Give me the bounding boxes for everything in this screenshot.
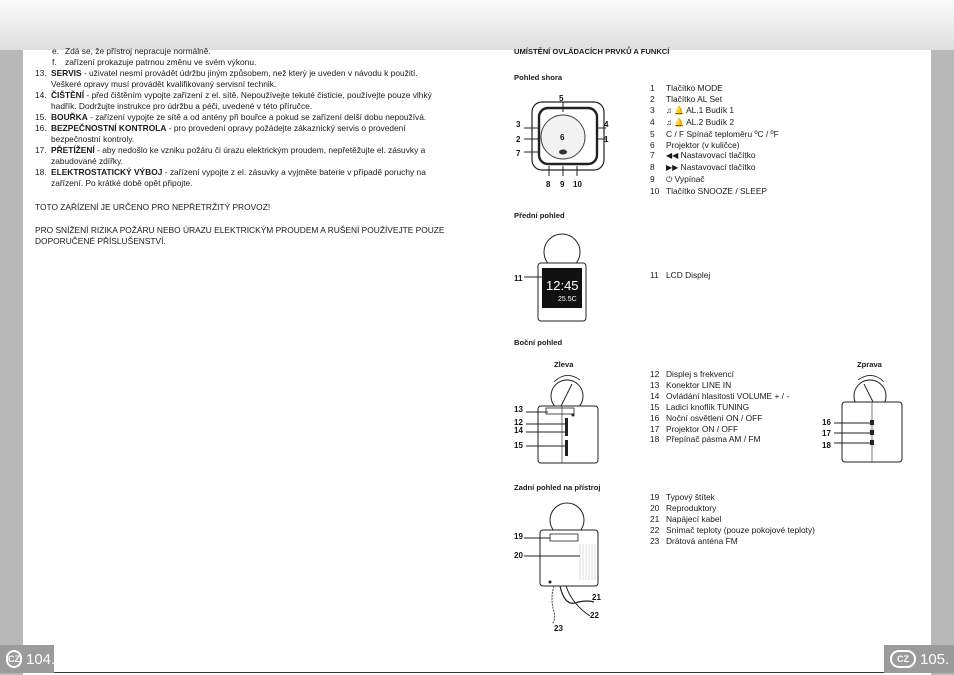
list-item: [35, 46, 445, 57]
callout-22: 22: [590, 611, 599, 620]
item-text: Zdá se, že přístroj nepracuje normálně.: [65, 46, 211, 56]
list-item: [35, 123, 445, 145]
list-item: [35, 90, 445, 112]
legend-text: Ovládání hlasitosti VOLUME + / -: [666, 390, 790, 401]
section-title: UMÍSTĚNÍ OVLÁDACÍCH PRVKŮ A FUNKCÍ: [514, 47, 670, 56]
callout-15: 15: [514, 441, 523, 450]
legend-number: 8: [650, 162, 655, 173]
side-view-heading: Boční pohled: [514, 338, 563, 347]
legend-number: 6: [650, 139, 655, 150]
item-text: - aby nedošlo ke vzniku požáru či úrazu elektrickým proudem, nepřetěžujte el. zásuvky a zabudované zdířky.: [51, 145, 426, 166]
legend-text: Tlačítko MODE: [666, 83, 723, 93]
callout-18: 18: [822, 441, 831, 450]
list-item: [35, 57, 445, 68]
list-item: [35, 145, 445, 167]
item-heading: BEZPEČNOSTNÍ KONTROLA: [51, 123, 167, 133]
item-heading: ELEKTROSTATICKÝ VÝBOJ: [51, 167, 163, 177]
page-number: 105.: [920, 650, 950, 668]
item-text: zařízení prokazuje patrnou změnu ve svém výkonu.: [65, 57, 257, 67]
callout-19: 19: [514, 532, 523, 541]
legend-number: 17: [650, 423, 660, 434]
callout-20: 20: [514, 551, 523, 560]
item-text: - zařízení vypojte z el. zásuvky a vyjměte baterie v případě poruchy na zařízení. Po krátké době opět připojte.: [51, 167, 426, 188]
legend-number: 23: [650, 535, 660, 546]
item-text: - zařízení vypojte ze sítě a od antény při bouřce a pokud se zařízení delší dobu nepoužívá.: [87, 112, 427, 122]
item-heading: SERVIS: [51, 68, 82, 78]
legend-row: [650, 140, 779, 151]
legend-text: Nastavovací tlačítko: [680, 162, 756, 173]
side-left-label: Zleva: [554, 360, 574, 369]
item-number: 18.: [35, 167, 47, 177]
item-text: - uživatel nesmí provádět údržbu jiným způsobem, než který je uveden v návodu k použití. Veškeré opravy musí provádět kvalifikovaný servisní technik.: [51, 68, 418, 89]
legend-text: AL.1 Budík 1: [686, 104, 735, 115]
legend-number: 10: [650, 186, 660, 197]
legend-row: [650, 83, 779, 94]
page-number: 104.: [26, 650, 56, 668]
item-number: f.: [52, 57, 57, 67]
legend-icon: ▶▶: [666, 163, 679, 173]
bottom-rule: [23, 672, 931, 673]
left-page-number-box: [0, 645, 54, 673]
item-number: 16.: [35, 123, 47, 133]
accessories-warning: PRO SNÍŽENÍ RIZIKA POŽÁRU NEBO ÚRAZU ELEKTRICKÝM PROUDEM A RUŠENÍ POUŽÍVEJTE POUZE DOPORUČENÉ PŘÍSLUŠENSTVÍ.: [35, 225, 445, 246]
front-view-heading: Přední pohled: [514, 211, 565, 220]
legend-number: 18: [650, 434, 660, 445]
legend-number: 19: [650, 492, 660, 502]
item-heading: ČIŠTĚNÍ: [51, 90, 85, 100]
legend-number: 4: [650, 116, 655, 127]
legend-text: LCD Displej: [666, 270, 711, 280]
legend-text: Tlačítko SNOOZE / SLEEP: [666, 186, 767, 197]
callout-4: 4: [604, 120, 609, 129]
legend-row: [650, 391, 789, 402]
legend-text: Napájecí kabel: [666, 513, 722, 524]
legend-text: Ladicí knoflík TUNING: [666, 401, 750, 412]
legend-row: [650, 402, 789, 413]
callout-14: 14: [514, 426, 523, 435]
legend-text: Reproduktory: [666, 502, 717, 513]
legend-row: [650, 369, 789, 380]
legend-number: 5: [650, 128, 655, 139]
callout-1: 1: [604, 135, 609, 144]
continuous-operation-note: TOTO ZAŘÍZENÍ JE URČENO PRO NEPŘETRŽITÝ PROVOZ!: [35, 202, 271, 212]
right-page-number-box: [884, 645, 954, 673]
legend-text: Typový štítek: [666, 492, 715, 502]
front-view-list: [650, 270, 710, 281]
callout-3: 3: [516, 120, 521, 129]
top-view-list: [650, 83, 779, 197]
legend-number: 22: [650, 524, 660, 535]
legend-row: [650, 174, 779, 186]
legend-row: [650, 514, 815, 525]
legend-number: 21: [650, 513, 660, 524]
right-margin-bar: [931, 50, 954, 675]
callout-21: 21: [592, 593, 601, 602]
legend-number: 7: [650, 150, 655, 161]
back-view-list: [650, 492, 815, 547]
callout-16: 16: [822, 418, 831, 427]
legend-icon: ♫ 🔔: [666, 117, 685, 127]
legend-number: 13: [650, 379, 660, 390]
legend-icon: ⏻: [666, 175, 673, 185]
safety-list: [35, 46, 445, 189]
legend-row: [650, 424, 789, 435]
legend-row: [650, 186, 779, 197]
legend-row: [650, 536, 815, 547]
legend-number: 14: [650, 390, 660, 401]
legend-number: 15: [650, 401, 660, 412]
legend-row: [650, 150, 779, 162]
item-number: e.: [52, 46, 59, 56]
legend-row: [650, 162, 779, 174]
callout-7: 7: [516, 149, 521, 158]
language-badge: CZ: [6, 650, 22, 668]
list-item: [35, 68, 445, 90]
lcd-time: 12:45: [546, 278, 579, 293]
left-margin-bar: [0, 50, 23, 675]
legend-text: Noční osvětlení ON / OFF: [666, 412, 763, 423]
callout-11: 11: [514, 274, 523, 283]
callout-23: 23: [554, 624, 563, 633]
legend-text: Vypínač: [674, 174, 705, 185]
callout-17: 17: [822, 429, 831, 438]
top-view-heading: Pohled shora: [514, 73, 563, 82]
legend-row: [650, 503, 815, 514]
legend-text: Snímač teploty (pouze pokojové teploty): [666, 524, 815, 535]
top-view-diagram: [510, 90, 620, 190]
legend-icon: ◀◀: [666, 151, 679, 161]
side-left-diagram: [510, 368, 610, 466]
callout-2: 2: [516, 135, 521, 144]
side-right-label: Zprava: [857, 360, 882, 369]
legend-text: Displej s frekvencí: [666, 369, 734, 379]
legend-row: [650, 105, 779, 117]
legend-number: 3: [650, 104, 655, 115]
back-view-diagram: [510, 498, 620, 638]
legend-number: 20: [650, 502, 660, 513]
legend-number: 12: [650, 369, 660, 379]
legend-row: [650, 129, 779, 140]
legend-text: Tlačítko AL Set: [666, 93, 723, 104]
callout-9: 9: [560, 180, 565, 189]
callout-8: 8: [546, 180, 551, 189]
callout-5: 5: [559, 94, 564, 103]
legend-number: 9: [650, 174, 655, 185]
legend-row: [650, 525, 815, 536]
legend-row: [650, 413, 789, 424]
legend-icon: ♫ 🔔: [666, 105, 685, 115]
side-right-diagram: [816, 368, 916, 466]
legend-text: Projektor ON / OFF: [666, 423, 739, 434]
lcd-temperature: 25.5C: [558, 296, 577, 303]
legend-text: Drátová anténa FM: [666, 535, 738, 546]
legend-row: [650, 117, 779, 129]
legend-number: 1: [650, 83, 655, 93]
item-heading: BOUŘKA: [51, 112, 88, 122]
list-item: [35, 112, 445, 123]
item-number: 15.: [35, 112, 47, 122]
side-view-list: [650, 369, 789, 445]
legend-text: C / F Spínač teploměru ºC / ºF: [666, 128, 779, 139]
item-heading: PŘETÍŽENÍ: [51, 145, 95, 155]
language-badge: CZ: [890, 650, 916, 668]
legend-number: 16: [650, 412, 660, 423]
left-page-text: [35, 46, 445, 247]
legend-row: [650, 270, 710, 281]
legend-text: Přepínač pásma AM / FM: [666, 434, 761, 445]
back-view-heading: Zadní pohled na přístroj: [514, 483, 601, 492]
item-text: - pro provedení opravy požádejte zákaznický servis o provedení bezpečnostní kontroly.: [51, 123, 406, 144]
callout-6: 6: [560, 133, 565, 142]
legend-number: 2: [650, 93, 655, 104]
legend-row: [650, 492, 815, 503]
front-view-diagram: [510, 230, 610, 325]
legend-row: [650, 434, 789, 445]
item-number: 13.: [35, 68, 47, 78]
legend-number: 11: [650, 270, 659, 280]
item-number: 14.: [35, 90, 47, 100]
legend-row: [650, 380, 789, 391]
legend-text: Konektor LINE IN: [666, 379, 732, 390]
callout-13: 13: [514, 405, 523, 414]
legend-text: Projektor (v kuličce): [666, 139, 740, 150]
legend-text: AL.2 Budík 2: [686, 116, 735, 127]
item-text: - před čištěním vypojte zařízení z el. sítě. Nepoužívejte tekuté čisticie, používejte pouze vlhký hadřík. Dodržujte instrukce pro údržbu a péči, uvedené v této příručce.: [51, 90, 432, 111]
top-banner: [0, 0, 954, 50]
callout-10: 10: [573, 180, 582, 189]
item-number: 17.: [35, 145, 47, 155]
legend-text: Nastavovací tlačítko: [680, 150, 756, 161]
callout-12: 12: [514, 418, 523, 427]
list-item: [35, 167, 445, 189]
legend-row: [650, 94, 779, 105]
